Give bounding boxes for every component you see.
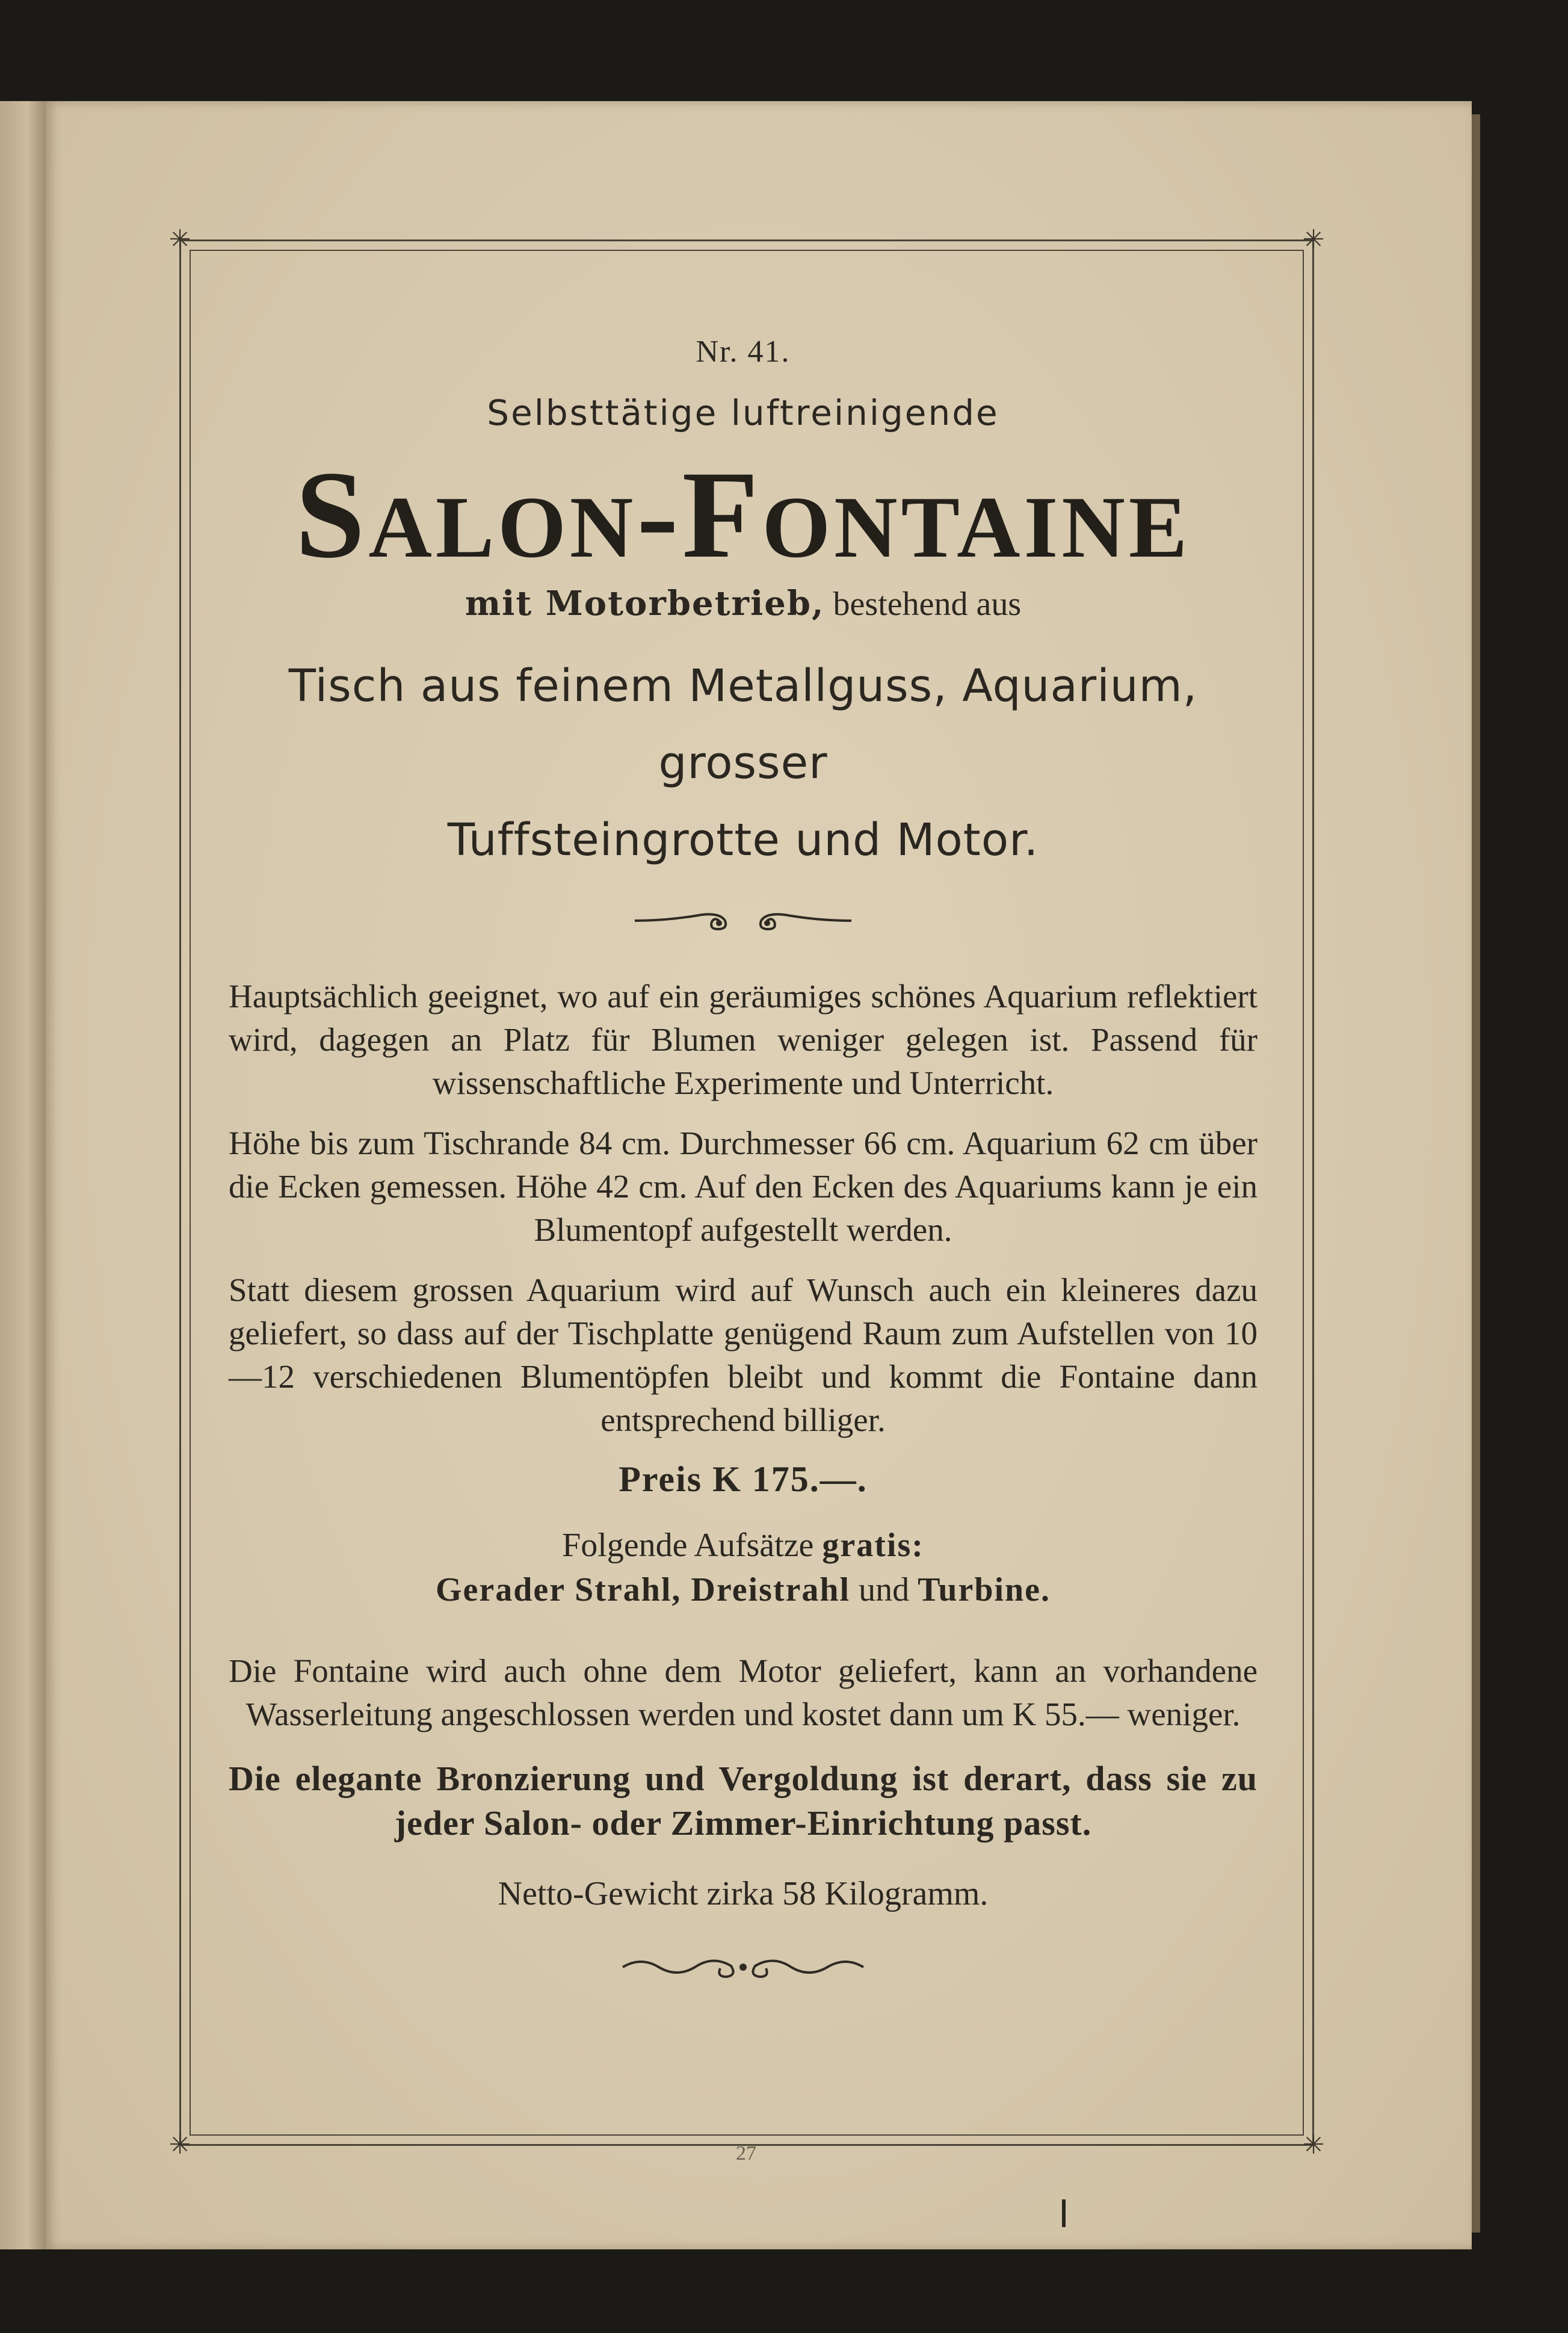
net-weight: Netto-Gewicht zirka 58 Kilogramm. (498, 1875, 989, 1912)
paragraph-finish: Die elegante Bronzierung und Vergoldung ist derart, dass sie zu jeder Salon- oder Zimmer-Einrichtung passt. (229, 1759, 1258, 1843)
page-number: 27 (736, 2142, 756, 2165)
paragraph-without-motor: Die Fontaine wird auch ohne dem Motor geliefert, kann an vorhandene Wasserleitung angeschlossen werden und kostet dann um K 55.— weniger. (229, 1652, 1258, 1732)
motor-rest: bestehend aus (824, 586, 1022, 623)
paragraph-variant: Statt diesem grossen Aquarium wird auf Wunsch auch ein kleineres dazu geliefert, so dass auf der Tischplatte genügend Raum zum Aufstellen von 10—12 verschiedenen Blumentöpfen bleibt und kommt die Fontaine dann entsprechend billiger. (229, 1272, 1258, 1438)
corner-ornament-icon: ✳ (168, 224, 191, 255)
price: Preis K 175.—. (619, 1459, 868, 1499)
paragraph-usage: Hauptsächlich geeignet, wo auf ein geräumiges schönes Aquarium reflektiert wird, dagegen an Platz für Blumen weniger gelegen ist. Passend für wissenschaftliche Experimente und Unterricht. (229, 978, 1258, 1101)
motor-line (229, 584, 1258, 623)
corner-ornament-icon: ✳ (1302, 224, 1325, 255)
gratis-items: Gerader Strahl, Dreistrahl (435, 1571, 851, 1608)
paragraph-dimensions: Höhe bis zum Tischrande 84 cm. Durchmesser 66 cm. Aquarium 62 cm über die Ecken gemessen. Höhe 42 cm. Auf den Ecken des Aquariums kann je ein Blumentopf aufgestellt werden. (229, 1125, 1258, 1248)
corner-ornament-icon: ✳ (168, 2130, 191, 2160)
page-edge-shadow (1472, 114, 1480, 2233)
description-line: Tisch aus feinem Metallguss, Aquarium, grosser (288, 660, 1198, 789)
gratis-label: gratis: (822, 1527, 924, 1564)
paper-mark (1062, 2199, 1066, 2227)
page-content (229, 334, 1258, 1985)
item-number: Nr. 41. (696, 335, 791, 369)
gratis-turbine: Turbine. (918, 1571, 1051, 1608)
motor-bold: mit Motorbetrieb, (465, 584, 825, 623)
left-page-edge (0, 101, 46, 2249)
gratis-intro: Folgende Aufsätze (562, 1527, 823, 1564)
scroll-ornament-bottom-icon (229, 1949, 1258, 1985)
description-line: Tuffsteingrotte und Motor. (447, 814, 1039, 866)
page-title: Salon-Fontaine (295, 445, 1191, 584)
corner-ornament-icon: ✳ (1302, 2130, 1325, 2160)
scroll-ornament-icon (229, 903, 1258, 939)
description (229, 647, 1258, 879)
subtitle: Selbsttätige luftreinigende (487, 392, 999, 433)
gratis-attachments (229, 1523, 1258, 1612)
gratis-and: und (850, 1571, 918, 1608)
